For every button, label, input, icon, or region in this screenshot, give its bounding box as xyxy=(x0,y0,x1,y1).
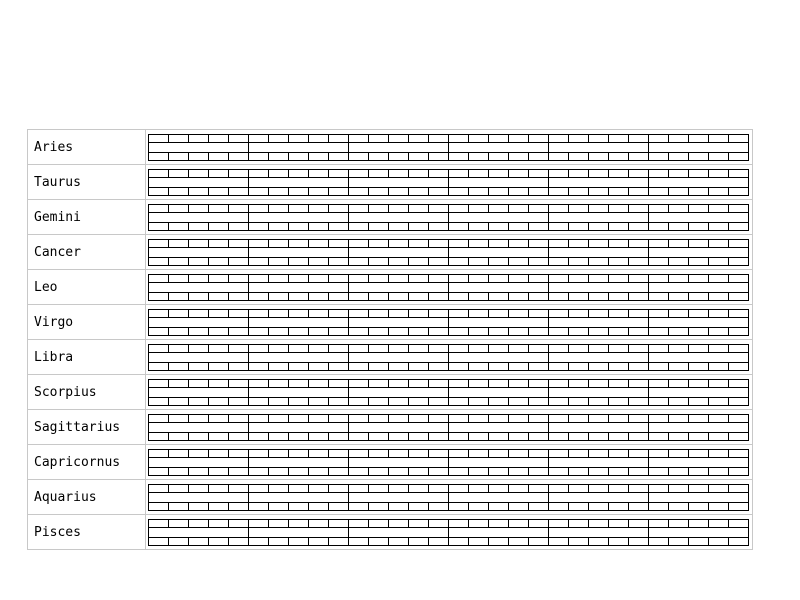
degree-scale xyxy=(148,272,750,302)
zodiac-scale-cell xyxy=(146,130,752,165)
zodiac-scale-cell xyxy=(146,515,752,549)
zodiac-scale-cell xyxy=(146,445,752,480)
zodiac-row xyxy=(28,445,752,480)
degree-scale xyxy=(148,342,750,372)
zodiac-row xyxy=(28,305,752,340)
zodiac-sign-label: Pisces xyxy=(28,515,146,549)
zodiac-row xyxy=(28,410,752,445)
zodiac-row xyxy=(28,165,752,200)
zodiac-sign-label: Sagittarius xyxy=(28,410,146,445)
zodiac-scale-cell xyxy=(146,375,752,410)
zodiac-scale-cell xyxy=(146,340,752,375)
degree-scale xyxy=(148,202,750,232)
degree-scale xyxy=(148,377,750,407)
zodiac-sign-label: Capricornus xyxy=(28,445,146,480)
zodiac-row xyxy=(28,270,752,305)
degree-scale xyxy=(148,517,750,547)
zodiac-scale-cell xyxy=(146,480,752,515)
zodiac-body xyxy=(28,130,752,549)
zodiac-scale-cell xyxy=(146,235,752,270)
degree-scale xyxy=(148,132,750,162)
zodiac-row xyxy=(28,130,752,165)
zodiac-sign-label: Gemini xyxy=(28,200,146,235)
zodiac-table xyxy=(27,129,753,550)
zodiac-scale-cell xyxy=(146,200,752,235)
degree-scale xyxy=(148,237,750,267)
zodiac-row xyxy=(28,515,752,549)
zodiac-row xyxy=(28,340,752,375)
degree-scale xyxy=(148,307,750,337)
degree-scale xyxy=(148,412,750,442)
zodiac-sign-label: Scorpius xyxy=(28,375,146,410)
zodiac-scale-cell xyxy=(146,305,752,340)
zodiac-row xyxy=(28,235,752,270)
zodiac-sign-label: Leo xyxy=(28,270,146,305)
degree-scale xyxy=(148,447,750,477)
zodiac-sign-label: Aquarius xyxy=(28,480,146,515)
zodiac-scale-cell xyxy=(146,270,752,305)
zodiac-scale-cell xyxy=(146,410,752,445)
zodiac-sign-label: Libra xyxy=(28,340,146,375)
zodiac-row xyxy=(28,200,752,235)
zodiac-sign-label: Aries xyxy=(28,130,146,165)
zodiac-row xyxy=(28,375,752,410)
degree-scale xyxy=(148,482,750,512)
zodiac-row xyxy=(28,480,752,515)
zodiac-sign-label: Virgo xyxy=(28,305,146,340)
zodiac-sign-label: Taurus xyxy=(28,165,146,200)
zodiac-scale-cell xyxy=(146,165,752,200)
zodiac-sign-label: Cancer xyxy=(28,235,146,270)
degree-scale xyxy=(148,167,750,197)
